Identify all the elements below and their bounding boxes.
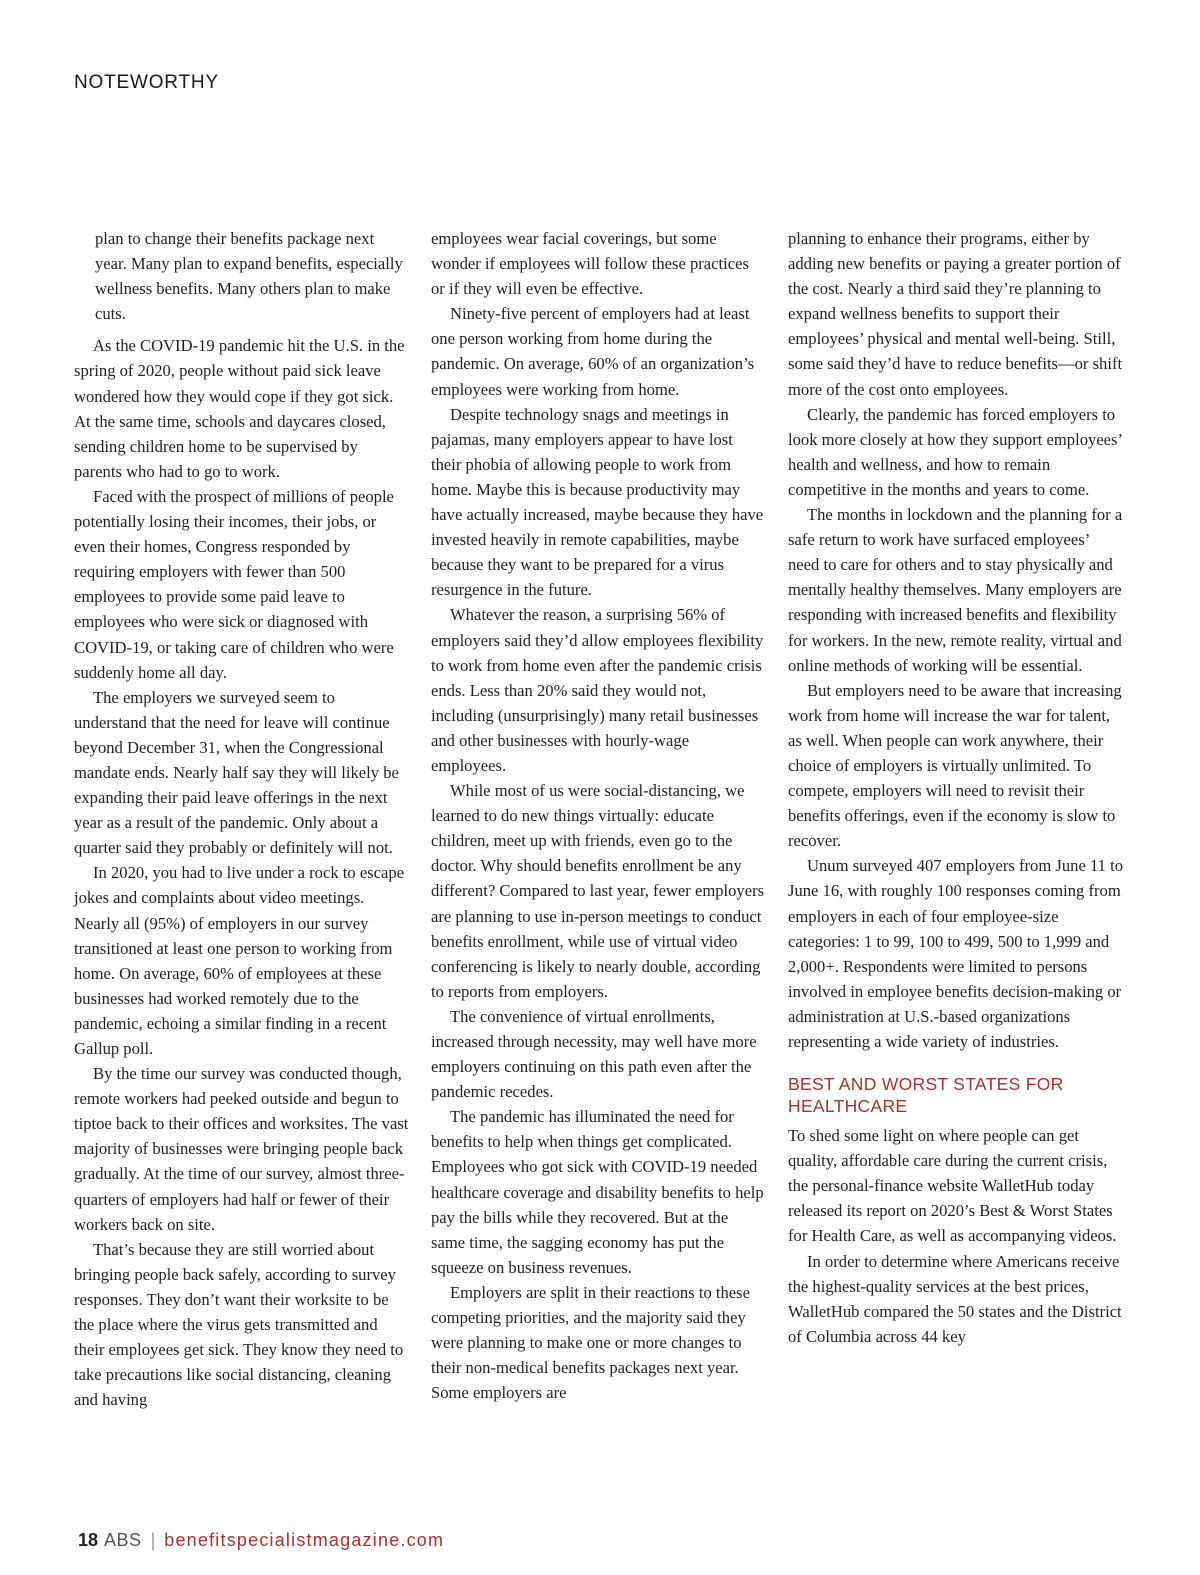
page-number: 18 [78,1530,99,1550]
body-paragraph: Clearly, the pandemic has forced employers to look more closely at how they support employees’ health and wellness, and how to remain competitive in the months and years to come. [788,404,1122,499]
body-paragraph: That’s because they are still worried about bringing people back safely, according to survey responses. They don’t want their worksite to be the place where the virus gets transmitted and their employees get sick. They know they need to take precautions like social distancing, cleaning and having [74,1239,404,1410]
body-paragraph: But employers need to be aware that increasing work from home will increase the war for talent, as well. When people can work anywhere, their choice of employers is virtually unlimited. To compete, employers will need to revisit their benefits offerings, even if the economy is slow to recover. [788,680,1122,851]
body-paragraph: Despite technology snags and meetings in pajamas, many employers appear to have lost their phobia of allowing people to work from home. Maybe this is because productivity may have actually increased, maybe because they have invested heavily in remote capabilities, maybe because they want to be prepared for a virus resurgence in the future. [431,404,764,600]
body-paragraph: Unum surveyed 407 employers from June 11 to June 16, with roughly 100 responses coming from employers in each of four employee-size categories: 1 to 99, 100 to 499, 500 to 1,999 and 2,000+. Respondents were limited to persons involved in employee benefits decision-making or administration at U.S.-based organizations representing a wide variety of industries. [788,856,1123,1051]
body-paragraph: In 2020, you had to live under a rock to escape jokes and complaints about video meetings. Nearly all (95%) of employers in our survey transitioned at least one person to working from home. On average, 60% of employees at these businesses had worked remotely due to the pandemic, echoing a similar finding in a recent Gallup poll. [74,863,405,1058]
text-column-2 [431,226,766,1405]
page-footer [78,1530,444,1551]
body-paragraph: employees wear facial coverings, but some wonder if employees will follow these practices or if they will even be effective. [431,229,749,299]
publication-name: ABS [104,1530,142,1550]
section-label: NOTEWORTHY [74,72,219,93]
body-paragraph: The months in lockdown and the planning for a safe return to work have surfaced employees’ need to care for others and to stay physically and mentally healthy themselves. Many employers are responding with increased benefits and flexibility for workers. In the new, remote reality, virtual and online methods of working will be essential. [788,505,1123,675]
body-paragraph: The convenience of virtual enrollments, increased through necessity, may well have more employers continuing on this path even after the pandemic recedes. [431,1006,757,1102]
body-paragraph: As the COVID-19 pandemic hit the U.S. in the spring of 2020, people without paid sick leave wondered how they would cope if they got sick. At the same time, schools and daycares closed, sending children home to be supervised by parents who had to go to work. [74,336,405,481]
subhead-best-worst-states: BEST AND WORST STATES FOR HEALTHCARE [788,1074,1064,1117]
body-paragraph: planning to enhance their programs, either by adding new benefits or paying a greater portion of the cost. Nearly a third said they’re planning to expand wellness benefits to support their employees’ physical and mental well-being. Still, some said they’d have to reduce benefits—or shift more of the cost onto employees. [788,229,1123,399]
body-paragraph: The employers we surveyed seem to understand that the need for leave will continue beyond December 31, when the Congressional mandate ends. Nearly half say they will likely be expanding their paid leave offerings in the next year as a result of the pandemic. Only about a quarter said they probably or definitely will not. [74,687,399,858]
body-paragraph: Whatever the reason, a surprising 56% of employers said they’d allow employees flexibility to work from home even after the pandemic crisis ends. Less than 20% said they would not, including (unsurprisingly) many retail businesses and other businesses with hourly-wage employees. [431,605,764,775]
body-paragraph: The pandemic has illuminated the need for benefits to help when things get complicated. Employees who got sick with COVID-19 needed healthcare coverage and disability benefits to help pay the bills while they recovered. But at the same time, the sagging economy has put the squeeze on business revenues. [431,1107,764,1277]
text-column-1 [74,226,409,1412]
footer-separator: | [150,1530,156,1550]
text-column-3 [788,226,1124,1349]
body-paragraph: Employers are split in their reactions to these competing priorities, and the majority said they were planning to make one or more changes to their non-medical benefits packages next year. Some employers are [431,1282,750,1403]
body-paragraph: Ninety-five percent of employers had at least one person working from home during the pandemic. On average, 60% of an organization’s employees were working from home. [431,304,755,399]
body-paragraph: While most of us were social-distancing, we learned to do new things virtually: educate children, meet up with friends, even go to the doctor. Why should benefits enrollment be any different? Compared to last year, fewer employers are planning to use in-person meetings to conduct benefits enrollment, while use of virtual video conferencing is likely to nearly double, according to reports from employers. [431,781,765,1001]
body-paragraph: By the time our survey was conducted though, remote workers had peeked outside and begun to tiptoe back to their offices and worksites. The vast majority of businesses were bringing people back gradually. At the time of our survey, almost three-quarters of employers had half or fewer of their workers back on site. [74,1064,409,1234]
intro-paragraph: plan to change their benefits package next year. Many plan to expand benefits, especially wellness benefits. Many others plan to make cuts. [95,229,403,324]
body-paragraph: Faced with the prospect of millions of people potentially losing their incomes, their jobs, or even their homes, Congress responded by requiring employers with fewer than 500 employees to provide some paid leave to employees who were sick or diagnosed with COVID-19, or taking care of children who were suddenly home all day. [74,486,394,682]
body-paragraph: In order to determine where Americans receive the highest-quality services at the best prices, WalletHub compared the 50 states and the District of Columbia across 44 key [788,1251,1122,1346]
website-link[interactable]: benefitspecialistmagazine.com [164,1530,445,1550]
body-paragraph: To shed some light on where people can get quality, affordable care during the current crisis, the personal-finance website WalletHub today released its report on 2020’s Best & Worst States for Health Care, as well as accompanying videos. [788,1126,1117,1246]
